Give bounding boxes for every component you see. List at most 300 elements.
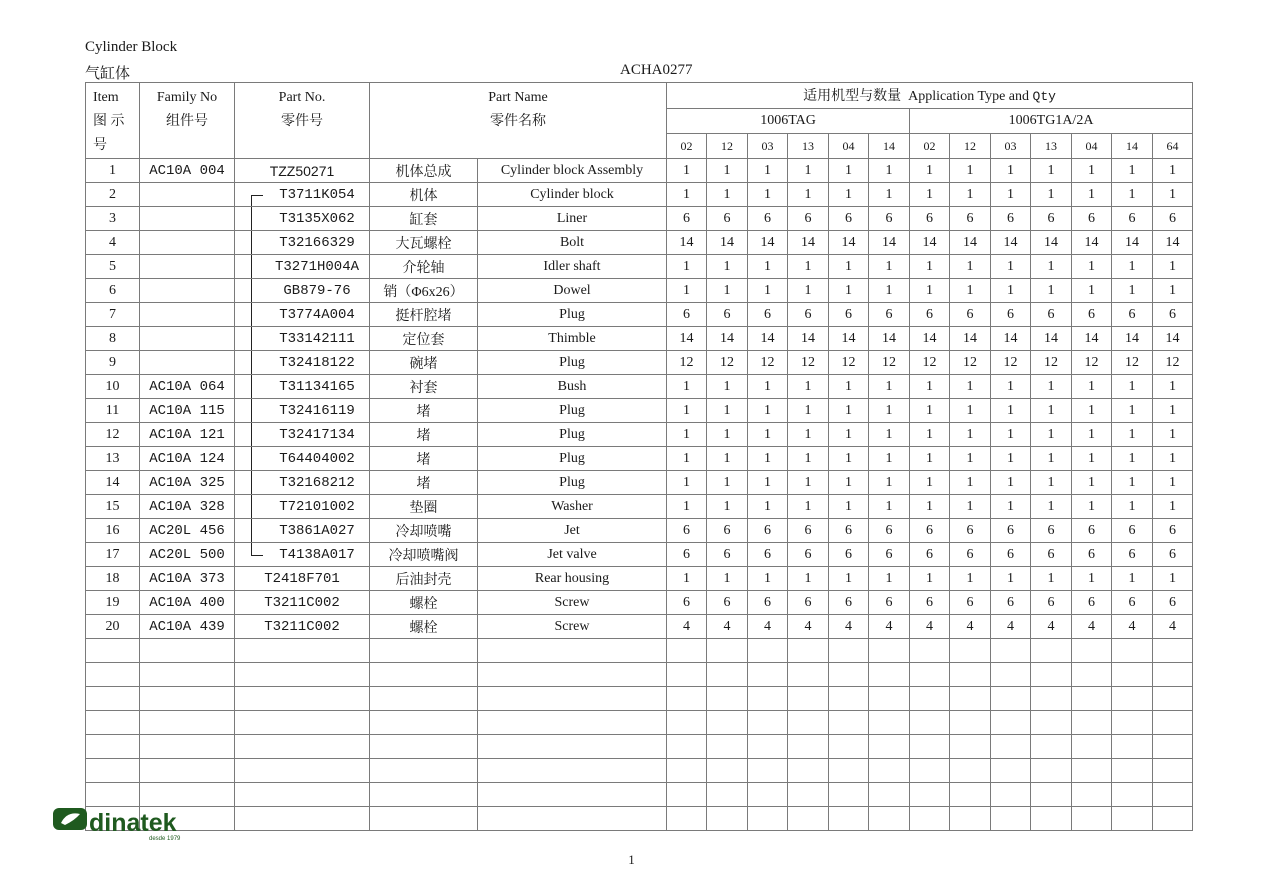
table-row [86,327,1193,351]
empty-cell [788,783,829,807]
empty-row [86,807,1193,831]
qty-cell: 6 [748,543,788,567]
qty-cell: 6 [707,303,748,327]
application-code: 02 [910,134,950,159]
qty-cell: 14 [950,231,991,255]
empty-cell [869,687,910,711]
qty-cell: 1 [869,183,910,207]
qty-cell: 1 [788,495,829,519]
empty-row [86,759,1193,783]
empty-cell [950,663,991,687]
qty-cell: 6 [950,207,991,231]
empty-cell [370,663,478,687]
empty-cell [235,783,370,807]
empty-row [86,783,1193,807]
empty-cell [1153,687,1193,711]
qty-cell: 1 [788,423,829,447]
qty-cell: 6 [788,207,829,231]
family-no [140,327,235,351]
qty-cell: 1 [788,375,829,399]
qty-cell: 14 [910,327,950,351]
qty-cell: 1 [1153,279,1193,303]
qty-cell: 1 [1153,471,1193,495]
qty-cell: 6 [1112,591,1153,615]
qty-cell: 1 [788,399,829,423]
empty-cell [788,735,829,759]
qty-cell: 1 [748,279,788,303]
qty-cell: 1 [1153,375,1193,399]
qty-cell: 1 [1112,447,1153,471]
empty-cell [950,687,991,711]
part-name-cn: 机体总成 [370,159,478,183]
qty-cell: 1 [1072,183,1112,207]
empty-cell [1031,711,1072,735]
qty-cell: 14 [910,231,950,255]
family-no [140,207,235,231]
qty-cell: 14 [869,231,910,255]
part-name-en: Jet [478,519,667,543]
qty-cell: 1 [1112,567,1153,591]
qty-cell: 6 [910,591,950,615]
header-family-no: Family No 组件号 [140,83,235,159]
qty-cell: 1 [1112,279,1153,303]
qty-cell: 1 [869,423,910,447]
part-name-cn: 冷却喷嘴 [370,519,478,543]
qty-cell: 6 [788,303,829,327]
empty-row [86,639,1193,663]
empty-cell [1153,807,1193,831]
table-row [86,591,1193,615]
empty-cell [667,711,707,735]
empty-cell [707,663,748,687]
table-row [86,255,1193,279]
qty-cell: 1 [910,399,950,423]
qty-cell: 6 [1072,591,1112,615]
qty-cell: 6 [829,207,869,231]
qty-cell: 1 [869,255,910,279]
part-name-cn: 堵 [370,471,478,495]
part-name-cn: 冷却喷嘴阀 [370,543,478,567]
empty-row [86,711,1193,735]
title-en: Cylinder Block [85,39,178,55]
item-number: 19 [86,591,140,615]
empty-cell [869,807,910,831]
qty-cell: 1 [991,423,1031,447]
qty-cell: 1 [950,567,991,591]
empty-cell [140,639,235,663]
qty-cell: 1 [1072,399,1112,423]
empty-cell [950,711,991,735]
qty-cell: 1 [667,255,707,279]
part-no: T3271H004A [235,255,370,279]
empty-cell [667,663,707,687]
header-part-name: Part Name 零件名称 [370,83,667,159]
qty-cell: 12 [1153,351,1193,375]
qty-cell: 1 [910,183,950,207]
qty-cell: 1 [1112,495,1153,519]
empty-cell [910,735,950,759]
empty-cell [829,807,869,831]
empty-cell [1072,687,1112,711]
qty-cell: 1 [707,183,748,207]
item-number: 18 [86,567,140,591]
part-no: T3211C002 [235,591,370,615]
qty-cell: 6 [829,519,869,543]
empty-cell [1112,663,1153,687]
qty-cell: 1 [748,159,788,183]
qty-cell: 14 [1072,327,1112,351]
empty-cell [1031,663,1072,687]
empty-cell [1031,639,1072,663]
empty-cell [991,735,1031,759]
qty-cell: 14 [788,327,829,351]
qty-cell: 6 [788,591,829,615]
empty-cell [1072,663,1112,687]
empty-cell [1072,783,1112,807]
empty-cell [1072,711,1112,735]
part-no: T32166329 [235,231,370,255]
table-row [86,447,1193,471]
qty-cell: 12 [788,351,829,375]
application-code: 14 [1112,134,1153,159]
dinatek-logo [53,805,198,843]
qty-cell: 6 [1031,543,1072,567]
qty-cell: 1 [950,375,991,399]
qty-cell: 1 [1072,423,1112,447]
qty-cell: 12 [707,351,748,375]
qty-cell: 4 [667,615,707,639]
empty-cell [748,783,788,807]
empty-cell [478,735,667,759]
application-code: 13 [788,134,829,159]
empty-cell [1072,735,1112,759]
qty-cell: 6 [1072,207,1112,231]
qty-cell: 14 [1031,327,1072,351]
part-name-cn: 衬套 [370,375,478,399]
qty-cell: 4 [748,615,788,639]
qty-cell: 1 [950,471,991,495]
family-no [140,303,235,327]
part-name-en: Cylinder block Assembly [478,159,667,183]
empty-cell [829,663,869,687]
qty-cell: 4 [910,615,950,639]
qty-cell: 6 [748,207,788,231]
empty-cell [910,639,950,663]
qty-cell: 1 [1031,183,1072,207]
qty-cell: 6 [869,519,910,543]
empty-cell [86,783,140,807]
part-name-en: Jet valve [478,543,667,567]
qty-cell: 1 [1031,447,1072,471]
empty-cell [1031,759,1072,783]
empty-cell [910,687,950,711]
qty-cell: 1 [991,471,1031,495]
qty-cell: 6 [667,207,707,231]
part-name-en: Plug [478,351,667,375]
table-row [86,303,1193,327]
qty-cell: 1 [910,471,950,495]
qty-cell: 14 [1031,231,1072,255]
empty-cell [910,663,950,687]
qty-cell: 1 [829,447,869,471]
qty-cell: 1 [748,183,788,207]
qty-cell: 14 [991,327,1031,351]
item-number: 11 [86,399,140,423]
qty-cell: 1 [748,399,788,423]
empty-cell [991,711,1031,735]
qty-cell: 1 [991,399,1031,423]
empty-cell [829,759,869,783]
qty-cell: 1 [991,159,1031,183]
qty-cell: 14 [1112,327,1153,351]
table-row [86,471,1193,495]
part-no: T3774A004 [235,303,370,327]
empty-cell [235,687,370,711]
empty-cell [478,807,667,831]
empty-cell [86,639,140,663]
qty-cell: 1 [869,375,910,399]
item-number: 8 [86,327,140,351]
empty-cell [707,687,748,711]
item-number: 1 [86,159,140,183]
qty-cell: 4 [869,615,910,639]
empty-cell [235,807,370,831]
empty-row [86,735,1193,759]
part-name-en: Plug [478,471,667,495]
empty-cell [829,687,869,711]
part-name-cn: 销（Φ6x26） [370,279,478,303]
part-name-en: Thimble [478,327,667,351]
part-no: TZZ50271 [235,159,370,183]
empty-cell [1072,807,1112,831]
qty-cell: 1 [667,375,707,399]
qty-cell: 6 [991,207,1031,231]
empty-cell [748,639,788,663]
empty-cell [86,711,140,735]
empty-cell [748,663,788,687]
empty-cell [478,711,667,735]
qty-cell: 1 [829,183,869,207]
item-number: 20 [86,615,140,639]
item-number: 9 [86,351,140,375]
family-no [140,231,235,255]
qty-cell: 1 [950,279,991,303]
empty-cell [140,783,235,807]
item-number: 7 [86,303,140,327]
table-row [86,495,1193,519]
qty-cell: 4 [991,615,1031,639]
application-code: 12 [707,134,748,159]
table-row [86,183,1193,207]
qty-cell: 1 [748,495,788,519]
qty-cell: 12 [667,351,707,375]
item-number: 10 [86,375,140,399]
qty-cell: 1 [1072,159,1112,183]
empty-cell [667,687,707,711]
empty-cell [667,759,707,783]
svg-text:dinatek: dinatek [89,809,177,837]
item-number: 14 [86,471,140,495]
empty-cell [748,735,788,759]
qty-cell: 6 [707,543,748,567]
family-no [140,279,235,303]
qty-cell: 6 [1112,543,1153,567]
empty-cell [235,663,370,687]
part-no: T4138A017 [235,543,370,567]
qty-cell: 1 [910,159,950,183]
empty-cell [910,711,950,735]
qty-cell: 1 [748,447,788,471]
qty-cell: 1 [748,567,788,591]
empty-cell [788,759,829,783]
qty-cell: 1 [1031,255,1072,279]
qty-cell: 6 [1153,591,1193,615]
item-number: 16 [86,519,140,543]
qty-cell: 12 [1112,351,1153,375]
qty-cell: 1 [829,423,869,447]
table-row [86,423,1193,447]
empty-cell [478,639,667,663]
part-name-en: Screw [478,591,667,615]
qty-cell: 1 [829,471,869,495]
qty-cell: 1 [1031,159,1072,183]
qty-cell: 1 [950,183,991,207]
family-no [140,183,235,207]
qty-cell: 1 [667,183,707,207]
family-no: AC10A 439 [140,615,235,639]
qty-cell: 1 [869,399,910,423]
empty-cell [140,663,235,687]
qty-cell: 1 [1031,279,1072,303]
part-no: T32168212 [235,471,370,495]
table-row [86,207,1193,231]
application-code: 03 [748,134,788,159]
part-no: T32418122 [235,351,370,375]
qty-cell: 1 [667,423,707,447]
table-row [86,159,1193,183]
qty-cell: 1 [707,255,748,279]
qty-cell: 1 [950,399,991,423]
part-no: T3211C002 [235,615,370,639]
qty-cell: 1 [1153,183,1193,207]
empty-cell [991,687,1031,711]
qty-cell: 6 [748,519,788,543]
family-no: AC10A 115 [140,399,235,423]
part-name-en: Plug [478,399,667,423]
empty-cell [707,639,748,663]
qty-cell: 6 [1153,207,1193,231]
empty-cell [829,783,869,807]
qty-cell: 1 [667,447,707,471]
part-name-cn: 挺杆腔堵 [370,303,478,327]
item-number: 17 [86,543,140,567]
qty-cell: 6 [1153,519,1193,543]
qty-cell: 6 [869,591,910,615]
qty-cell: 6 [1153,543,1193,567]
qty-cell: 1 [910,447,950,471]
header-item: Item 图 示 号 [86,83,140,159]
title-cn: 气缸体 [85,66,131,82]
qty-cell: 1 [1031,495,1072,519]
qty-cell: 1 [1072,279,1112,303]
empty-cell [748,759,788,783]
qty-cell: 1 [707,495,748,519]
empty-cell [1112,759,1153,783]
qty-cell: 1 [869,279,910,303]
qty-cell: 6 [1072,303,1112,327]
parts-table [85,82,1193,831]
svg-text:desde 1979: desde 1979 [149,836,181,842]
qty-cell: 12 [869,351,910,375]
qty-cell: 1 [788,471,829,495]
family-no: AC10A 325 [140,471,235,495]
empty-cell [707,711,748,735]
qty-cell: 6 [1072,519,1112,543]
family-no: AC20L 456 [140,519,235,543]
part-name-cn: 堵 [370,423,478,447]
part-name-en: Bush [478,375,667,399]
table-row [86,351,1193,375]
empty-cell [869,663,910,687]
qty-cell: 14 [829,231,869,255]
qty-cell: 6 [829,591,869,615]
qty-cell: 1 [1153,159,1193,183]
family-no: AC10A 064 [140,375,235,399]
qty-cell: 4 [1072,615,1112,639]
qty-cell: 12 [910,351,950,375]
empty-cell [869,711,910,735]
part-no: T32417134 [235,423,370,447]
qty-cell: 1 [950,159,991,183]
qty-cell: 6 [910,207,950,231]
empty-cell [991,783,1031,807]
qty-cell: 1 [1112,255,1153,279]
family-no: AC10A 328 [140,495,235,519]
empty-cell [991,639,1031,663]
empty-cell [235,711,370,735]
qty-cell: 6 [950,543,991,567]
qty-cell: 1 [707,375,748,399]
qty-cell: 1 [869,567,910,591]
part-name-cn: 大瓦螺栓 [370,231,478,255]
qty-cell: 1 [788,279,829,303]
header-application: 适用机型与数量 Application Type and Qty [667,83,1193,109]
qty-cell: 14 [748,231,788,255]
part-no: T3135X062 [235,207,370,231]
qty-cell: 1 [991,447,1031,471]
qty-cell: 6 [707,207,748,231]
qty-cell: 1 [667,399,707,423]
empty-cell [991,807,1031,831]
empty-cell [235,735,370,759]
empty-cell [1112,735,1153,759]
qty-cell: 6 [1112,207,1153,231]
table-row [86,543,1193,567]
empty-cell [86,687,140,711]
qty-cell: 1 [950,495,991,519]
empty-cell [707,735,748,759]
qty-cell: 6 [788,543,829,567]
empty-cell [707,807,748,831]
empty-cell [86,735,140,759]
qty-cell: 1 [910,375,950,399]
qty-cell: 6 [991,519,1031,543]
qty-cell: 4 [788,615,829,639]
family-no [140,351,235,375]
qty-cell: 1 [950,423,991,447]
part-no: T3861A027 [235,519,370,543]
qty-cell: 6 [788,519,829,543]
